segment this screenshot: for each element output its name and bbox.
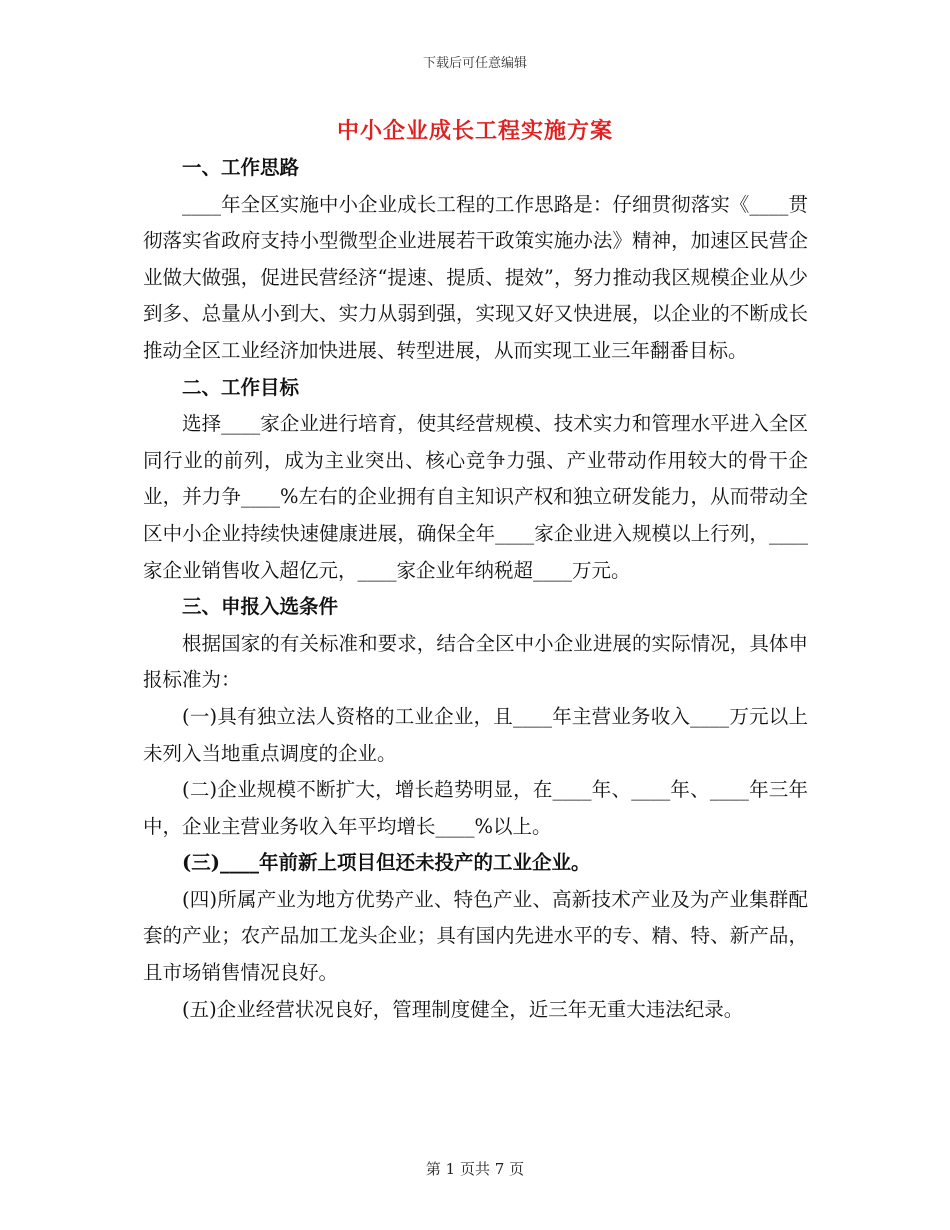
section-heading-1: 一、工作思路 [182,156,300,179]
section-3-item-1: (一)具有独立法人资格的工业企业，且____年主营业务收入____万元以上未列入当地重点调度的企业。 [143,704,808,765]
section-3-item-3: (三)____年前新上项目但还未投产的工业企业。 [182,851,591,875]
section-3-item-4: (四)所属产业为地方优势产业、特色产业、高新技术产业及为产业集群配套的产业；农产品加工龙头企业；具有国内先进水平的专、精、特、新产品，且市场销售情况良好。 [143,887,808,985]
section-3-paragraph-intro: 根据国家的有关标准和要求，结合全区中小企业进展的实际情况，具体申报标准为： [143,631,808,692]
section-1-paragraph-1: ____年全区实施中小企业成长工程的工作思路是：仔细贯彻落实《____贯彻落实省政府支持小型微型企业进展若干政策实施办法》精神，加速区民营企业做大做强，促进民营经济“提速、提质、提效”，努力推动我区规模企业从少到多、总量从小到大、实力从弱到强，实现又好又快进展，以企业的不断成长推动全区工业经济加快进展、转型进展，从而实现工业三年翻番目标。 [143,192,808,362]
page-number-footer: 第 1 页共 7 页 [425,1160,525,1178]
document-title: 中小企业成长工程实施方案 [336,118,613,144]
section-2-paragraph-1: 选择____家企业进行培育，使其经营规模、技术实力和管理水平进入全区同行业的前列，成为主业突出、核心竞争力强、产业带动作用较大的骨干企业，并力争____%左右的企业拥有自主知识产权和独立研发能力，从而带动全区中小企业持续快速健康进展，确保全年____家企业进入规模以上行列，____家企业销售收入超亿元，____家企业年纳税超____万元。 [143,412,808,582]
document-body [143,150,808,1028]
section-3-item-5: (五)企业经营状况良好，管理制度健全，近三年无重大违法纪录。 [182,997,744,1021]
section-3-item-2: (二)企业规模不断扩大，增长趋势明显，在____年、____年、____年三年中，企业主营业务收入年平均增长____%以上。 [143,778,808,838]
section-heading-2: 二、工作目标 [182,375,300,399]
section-heading-3: 三、申报入选条件 [182,595,339,619]
page-header-note: 下载后可任意编辑 [422,56,527,71]
